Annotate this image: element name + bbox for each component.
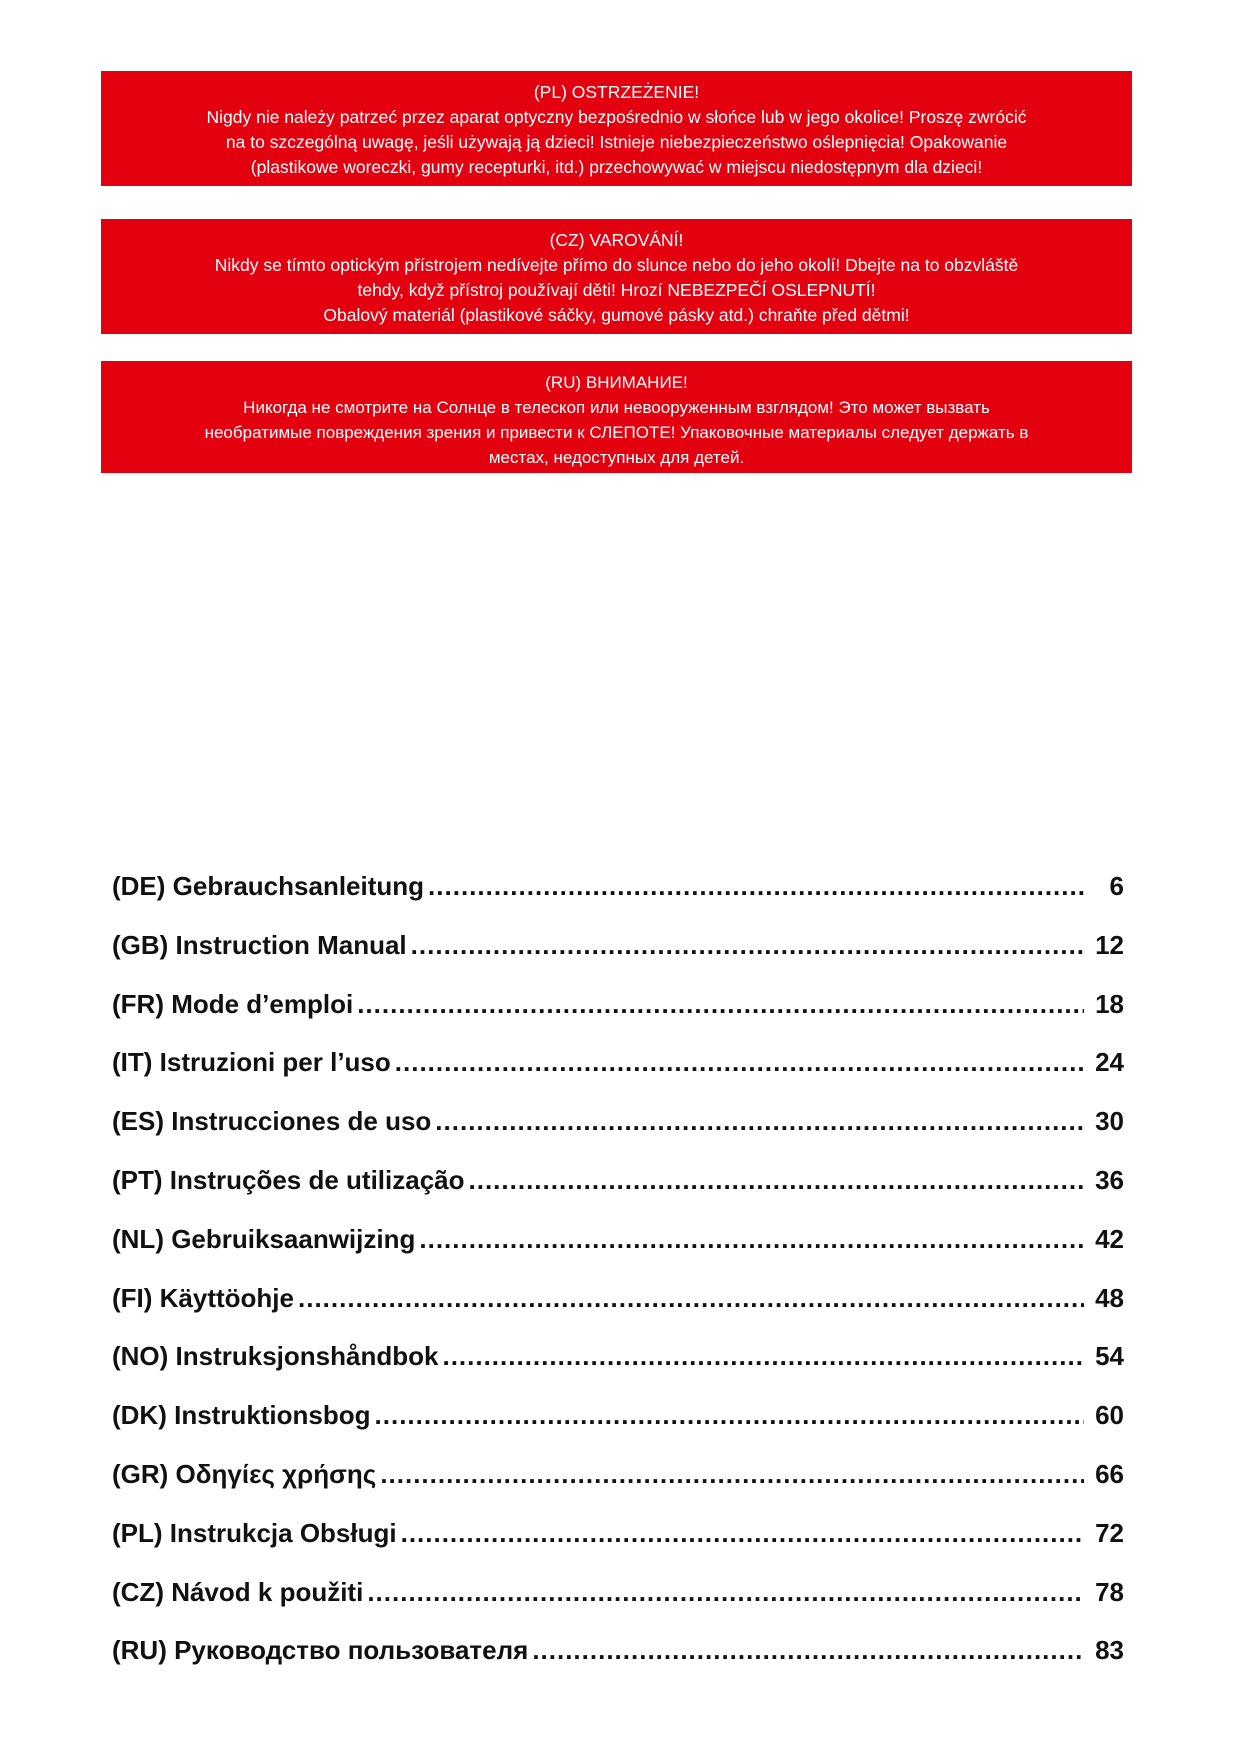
toc-page-number: 60 <box>1095 1400 1124 1431</box>
toc-leader-dots <box>298 1282 1084 1314</box>
toc-page-number: 66 <box>1095 1458 1124 1489</box>
toc-entry-label: (ES) Instrucciones de uso <box>112 1106 432 1137</box>
toc-leader-dots <box>428 870 1084 902</box>
warning-text-line: местах, недоступных для детей. <box>488 448 745 467</box>
toc-entry-dk[interactable] <box>112 1399 1124 1458</box>
toc-leader-dots <box>442 1340 1084 1372</box>
warning-box-cz <box>101 219 1132 334</box>
warning-box-pl <box>101 71 1132 186</box>
toc-entry-label: (DE) Gebrauchsanleitung <box>112 871 425 901</box>
warning-title: (RU) ВНИМАНИЕ! <box>545 373 688 392</box>
toc-entry-fr[interactable] <box>112 988 1124 1047</box>
toc-leader-dots <box>380 1458 1084 1490</box>
toc-entry-label: (GB) Instruction Manual <box>112 929 407 960</box>
warning-box-ru <box>101 361 1132 473</box>
toc-entry-label: (IT) Istruzioni per l’uso <box>112 1047 391 1078</box>
toc-leader-dots <box>411 929 1084 961</box>
toc-page-number: 12 <box>1095 929 1124 960</box>
toc-leader-dots <box>401 1517 1084 1549</box>
toc-entry-label: (PL) Instrukcja Obsługi <box>112 1517 397 1548</box>
toc-entry-no[interactable] <box>112 1340 1124 1399</box>
toc-page-number: 24 <box>1095 1047 1124 1078</box>
warning-text-line: Никогда не смотрите на Солнце в телескоп или невооруженным взглядом! Это может вызвать <box>243 398 990 417</box>
toc-entry-label: (CZ) Návod k použiti <box>112 1576 364 1607</box>
toc-entry-label: (RU) Руководство пользователя <box>112 1635 529 1666</box>
toc-page-number: 6 <box>1109 871 1124 901</box>
toc-entry-de[interactable] <box>112 870 1124 929</box>
toc-entry-label: (FI) Käyttöohje <box>112 1282 294 1313</box>
toc-leader-dots <box>395 1046 1084 1078</box>
toc-entry-label: (NO) Instruksjonshåndbok <box>112 1341 439 1372</box>
warning-title: (PL) OSTRZEŻENIE! <box>533 82 700 102</box>
toc-entry-ru[interactable] <box>112 1634 1124 1693</box>
warning-text-line: Obalový materiál (plastikové sáčky, gumové pásky atd.) chraňte před dětmi! <box>323 305 910 325</box>
toc-leader-dots <box>469 1164 1084 1196</box>
warning-text-line: (plastikowe woreczki, gumy recepturki, itd.) przechowywać w miejscu niedostępnym dla dzieci! <box>250 157 983 177</box>
toc-entry-pt[interactable] <box>112 1164 1124 1223</box>
toc-entry-gb[interactable] <box>112 929 1124 988</box>
toc-entry-gr[interactable] <box>112 1458 1124 1517</box>
toc-leader-dots <box>532 1634 1084 1666</box>
toc-page-number: 54 <box>1095 1341 1124 1372</box>
toc-entry-es[interactable] <box>112 1105 1124 1164</box>
toc-entry-label: (GR) Οδηγίες χρήσης <box>112 1458 377 1489</box>
warning-title: (CZ) VAROVÁNÍ! <box>549 230 684 250</box>
toc-page-number: 18 <box>1095 988 1124 1019</box>
toc-entry-pl[interactable] <box>112 1517 1124 1576</box>
warning-text-line: Nikdy se tímto optickým přístrojem nedívejte přímo do slunce nebo do jeho okolí! Dbejte na to obzvláště <box>214 255 1019 275</box>
warning-text-line: tehdy, když přístroj používají děti! Hrozí NEBEZPEČÍ OSLEPNUTÍ! <box>357 280 876 300</box>
toc-entry-nl[interactable] <box>112 1223 1124 1282</box>
toc-page-number: 72 <box>1095 1517 1124 1548</box>
toc-page-number: 83 <box>1095 1635 1124 1666</box>
toc-page-number: 78 <box>1095 1576 1124 1607</box>
toc-entry-label: (NL) Gebruiksaanwijzing <box>112 1223 416 1254</box>
toc-leader-dots <box>357 988 1084 1020</box>
table-of-contents <box>112 870 1124 1693</box>
toc-page-number: 42 <box>1095 1223 1124 1254</box>
warning-text-line: Nigdy nie należy patrzeć przez aparat optyczny bezpośrednio w słońce lub w jego okolice! Proszę zwrócić <box>206 107 1027 127</box>
toc-leader-dots <box>419 1223 1084 1255</box>
toc-leader-dots <box>367 1576 1084 1608</box>
toc-entry-label: (FR) Mode d’emploi <box>112 988 354 1019</box>
toc-page-number: 30 <box>1095 1106 1124 1137</box>
toc-entry-label: (PT) Instruções de utilização <box>112 1164 465 1195</box>
toc-entry-fi[interactable] <box>112 1282 1124 1341</box>
toc-leader-dots <box>435 1105 1084 1137</box>
warning-text-line: необратимые повреждения зрения и привести к СЛЕПОТЕ! Упаковочные материалы следует держать в <box>204 423 1029 442</box>
toc-entry-cz[interactable] <box>112 1576 1124 1635</box>
toc-entry-it[interactable] <box>112 1046 1124 1105</box>
toc-page-number: 48 <box>1095 1282 1124 1313</box>
toc-page-number: 36 <box>1095 1164 1124 1195</box>
toc-leader-dots <box>375 1399 1084 1431</box>
warning-text-line: na to szczególną uwagę, jeśli używają ją dzieci! Istnieje niebezpieczeństwo oślepnięcia! Opakowanie <box>225 132 1008 152</box>
toc-entry-label: (DK) Instruktionsbog <box>112 1400 371 1431</box>
